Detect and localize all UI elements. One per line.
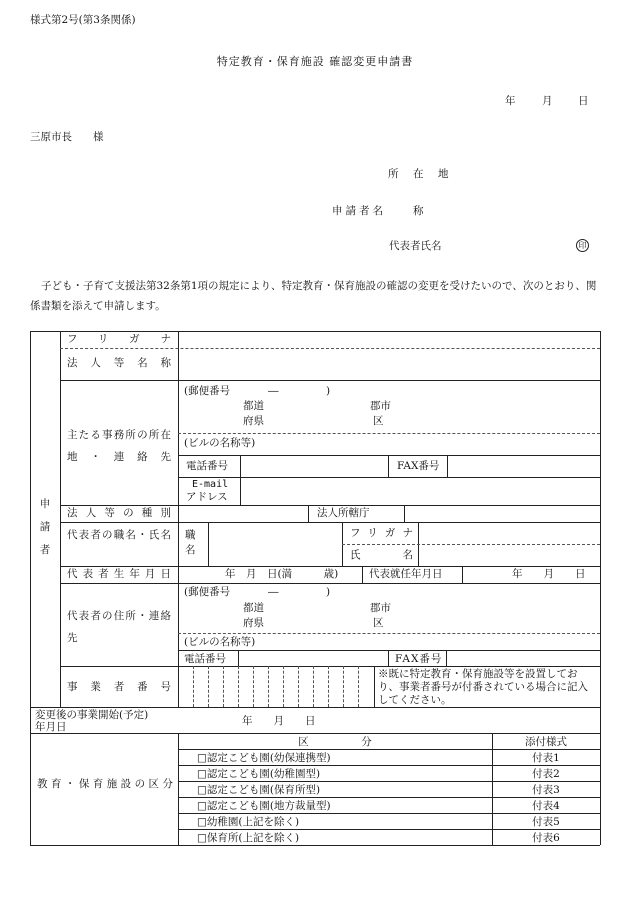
rep-start-value: 年 月 日 bbox=[512, 568, 586, 580]
fax-label: FAX番号 bbox=[397, 460, 440, 472]
rep-birth-label: 代表者生年月日 bbox=[67, 568, 171, 580]
applicant-side-label: 申請者 bbox=[39, 498, 51, 556]
email-label-2: アドレス bbox=[186, 491, 228, 503]
rep-phone-label: 電話番号 bbox=[184, 653, 226, 665]
fuken-label: 府県 bbox=[243, 415, 264, 427]
facility-attach: 付表6 bbox=[532, 832, 560, 844]
rep-building-label: (ビルの名称等) bbox=[184, 636, 256, 648]
position-label-2: 名 bbox=[185, 544, 196, 556]
start-date-value: 年 月 日 bbox=[242, 715, 316, 727]
postal-label: (郵便番号 bbox=[184, 385, 231, 397]
applicant-name-label: 申請者名 称 bbox=[332, 205, 427, 217]
rep-gunshi-label: 郡市 bbox=[370, 602, 391, 614]
facility-attach: 付表5 bbox=[532, 816, 560, 828]
business-number-note: ※既に特定教育・保育施設等を設置しており、事業者番号が付番されている場合に記入してください。 bbox=[378, 668, 588, 706]
ku-label: 区 bbox=[373, 415, 384, 427]
gunshi-label: 郡市 bbox=[370, 400, 391, 412]
furigana2-label: フリガナ bbox=[350, 527, 413, 539]
postal-close: ) bbox=[326, 385, 331, 397]
rep-postal-label: (郵便番号 bbox=[184, 586, 231, 598]
phone-label: 電話番号 bbox=[186, 460, 228, 472]
start-date-label-2: 年月日 bbox=[35, 721, 67, 733]
rep-postal-dash: ― bbox=[268, 586, 279, 598]
facility-attach: 付表2 bbox=[532, 768, 560, 780]
office-address-label: 主たる事務所の所在地・連絡先 bbox=[67, 429, 171, 463]
shimei-label: 氏 名 bbox=[350, 549, 413, 561]
facility-name: □幼稚園(上記を除く) bbox=[197, 816, 300, 828]
facility-name: □認定こども園(地方裁量型) bbox=[197, 800, 331, 812]
furigana-label: フリガナ bbox=[67, 333, 171, 345]
postal-dash: ― bbox=[268, 385, 279, 397]
date-year: 年 bbox=[505, 95, 516, 107]
start-date-label-1: 変更後の事業開始(予定) bbox=[35, 709, 149, 721]
date-day: 日 bbox=[578, 95, 589, 107]
rep-fax-label: FAX番号 bbox=[395, 653, 443, 665]
rep-address-label: 代表者の住所・連絡先 bbox=[67, 610, 171, 644]
facility-name: □認定こども園(保育所型) bbox=[197, 784, 321, 796]
jurisdiction-label: 法人所轄庁 bbox=[317, 507, 370, 519]
email-label-1: E-mail bbox=[192, 479, 229, 490]
representative-label: 代表者氏名 bbox=[389, 240, 442, 252]
form-number: 様式第2号(第3条関係) bbox=[30, 14, 136, 26]
corp-type-label: 法人等の種別 bbox=[67, 507, 171, 519]
facility-attach: 付表1 bbox=[532, 752, 560, 764]
position-label-1: 職 bbox=[185, 529, 196, 541]
facility-name: □認定こども園(幼保連携型) bbox=[197, 752, 331, 764]
facility-name: □保育所(上記を除く) bbox=[197, 832, 300, 844]
addressee: 三原市長 様 bbox=[30, 131, 104, 143]
seal-mark: 印 bbox=[576, 239, 589, 252]
rep-position-label: 代表者の職名・氏名 bbox=[67, 529, 171, 541]
facility-name: □認定こども園(幼稚園型) bbox=[197, 768, 321, 780]
rep-start-label: 代表就任年月日 bbox=[369, 568, 443, 580]
rep-ku-label: 区 bbox=[373, 617, 384, 629]
attach-header: 添付様式 bbox=[525, 736, 567, 748]
corp-name-label: 法人等名称 bbox=[67, 357, 171, 369]
facility-attach: 付表3 bbox=[532, 784, 560, 796]
facility-class-label: 教育・保育施設の区分 bbox=[37, 778, 173, 790]
rep-postal-close: ) bbox=[326, 586, 331, 598]
building-label: (ビルの名称等) bbox=[184, 437, 256, 449]
category-header: 区 分 bbox=[298, 736, 372, 748]
page-title: 特定教育・保育施設 確認変更申請書 bbox=[216, 55, 414, 68]
business-number-label: 事業者番号 bbox=[67, 681, 171, 693]
rep-todo-label: 都道 bbox=[243, 602, 264, 614]
facility-attach: 付表4 bbox=[532, 800, 560, 812]
rep-fuken-label: 府県 bbox=[243, 617, 264, 629]
birth-value: 年 月 日(満 歳) bbox=[225, 568, 339, 580]
location-label: 所 在 地 bbox=[388, 168, 451, 180]
todo-label: 都道 bbox=[243, 400, 264, 412]
intro-paragraph: 子ども・子育て支援法第32条第1項の規定により、特定教育・保育施設の確認の変更を受けたいので、次のとおり、関係書類を添えて申請します。 bbox=[30, 280, 597, 312]
date-month: 月 bbox=[542, 95, 553, 107]
